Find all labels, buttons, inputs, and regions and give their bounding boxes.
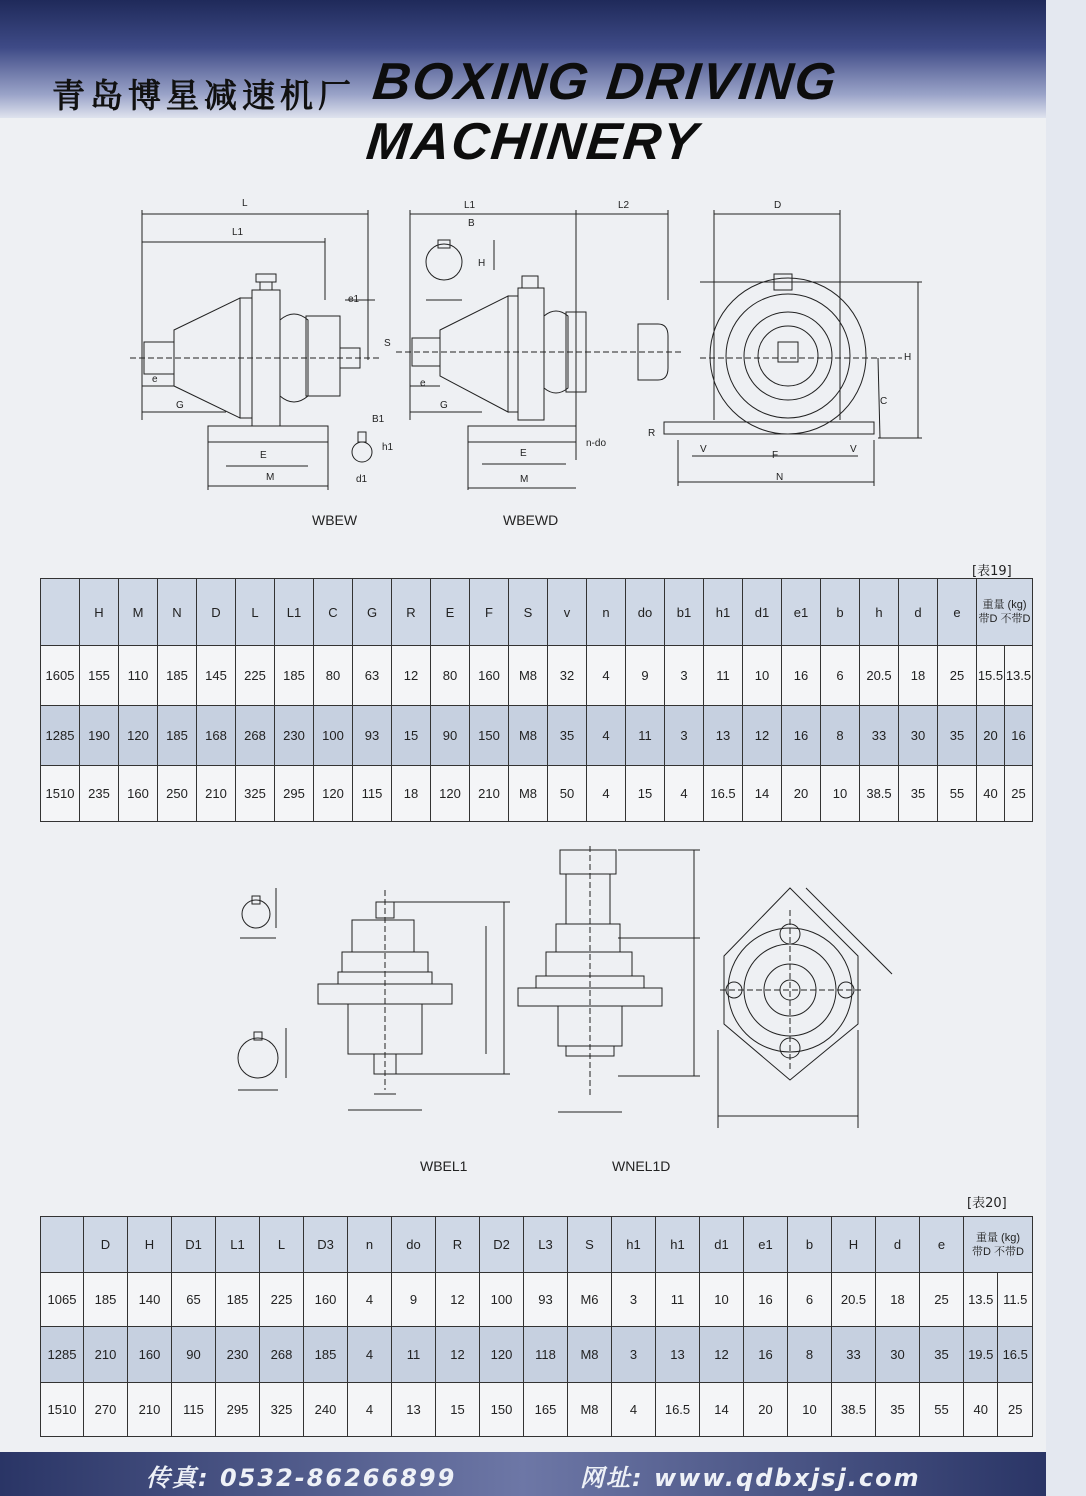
value-cell: 185 xyxy=(158,706,197,766)
value-cell: 33 xyxy=(860,706,899,766)
value-cell: 230 xyxy=(216,1327,260,1383)
weight-with-motor: 20 xyxy=(977,706,1005,766)
value-cell: 16 xyxy=(744,1273,788,1327)
value-cell: 13 xyxy=(704,706,743,766)
header-cell: C xyxy=(314,579,353,646)
drawing-flange-view xyxy=(716,880,906,1130)
value-cell: 35 xyxy=(920,1327,964,1383)
header-cell: e xyxy=(920,1217,964,1273)
dim-e-b: e xyxy=(420,378,426,389)
value-cell: 210 xyxy=(470,766,509,822)
value-cell: 110 xyxy=(119,646,158,706)
value-cell: 3 xyxy=(665,646,704,706)
dim-H-end: H xyxy=(904,352,912,363)
value-cell: 4 xyxy=(348,1383,392,1437)
table-row xyxy=(41,706,1033,766)
weight-header-bottom: 带D 不带D xyxy=(972,1245,1024,1258)
weight-without-motor: 11.5 xyxy=(998,1273,1033,1327)
value-cell: 160 xyxy=(119,766,158,822)
header-banner xyxy=(0,0,1046,171)
value-cell: 4 xyxy=(587,766,626,822)
value-cell: 210 xyxy=(128,1383,172,1437)
dim-E-b: E xyxy=(520,448,527,459)
value-cell: 55 xyxy=(920,1383,964,1437)
value-cell: 20.5 xyxy=(860,646,899,706)
dim-L1: L1 xyxy=(232,227,244,238)
value-cell: 14 xyxy=(743,766,782,822)
value-cell: 160 xyxy=(128,1327,172,1383)
header-cell: D3 xyxy=(304,1217,348,1273)
header-cell: R xyxy=(436,1217,480,1273)
value-cell: 11 xyxy=(704,646,743,706)
dim-M-b: M xyxy=(520,474,529,485)
dim-M: M xyxy=(266,472,275,483)
weight-without-motor: 16 xyxy=(1004,706,1032,766)
weight-header-bottom: 带D 不带D xyxy=(978,613,1031,625)
value-cell: 18 xyxy=(876,1273,920,1327)
header-cell: D xyxy=(84,1217,128,1273)
table19 xyxy=(40,578,1033,822)
value-cell: 14 xyxy=(700,1383,744,1437)
value-cell: 25 xyxy=(920,1273,964,1327)
drawing-wbel1 xyxy=(290,890,520,1130)
value-cell: 225 xyxy=(260,1273,304,1327)
header-cell: L1 xyxy=(275,579,314,646)
value-cell: 12 xyxy=(436,1273,480,1327)
header-cell: H xyxy=(832,1217,876,1273)
model-cell: 1605 xyxy=(41,646,80,706)
value-cell: 160 xyxy=(470,646,509,706)
footer-bar xyxy=(0,1452,1046,1496)
model-cell: 1285 xyxy=(41,706,80,766)
model-cell: 1065 xyxy=(41,1273,84,1327)
value-cell: 35 xyxy=(548,706,587,766)
header-cell: d xyxy=(876,1217,920,1273)
header-cell: D1 xyxy=(172,1217,216,1273)
value-cell: 30 xyxy=(876,1327,920,1383)
value-cell: 16 xyxy=(782,706,821,766)
value-cell: 10 xyxy=(821,766,860,822)
value-cell: 9 xyxy=(626,646,665,706)
dim-h1: h1 xyxy=(382,442,394,453)
drawing-end-view xyxy=(640,190,940,500)
weight-header xyxy=(964,1217,1033,1273)
header-cell: do xyxy=(626,579,665,646)
header-cell: L3 xyxy=(524,1217,568,1273)
value-cell: 185 xyxy=(275,646,314,706)
company-name-cn: 青岛博星减速机厂 xyxy=(52,76,356,115)
value-cell: 18 xyxy=(392,766,431,822)
value-cell: 20 xyxy=(744,1383,788,1437)
value-cell: 63 xyxy=(353,646,392,706)
value-cell: 80 xyxy=(431,646,470,706)
value-cell: 185 xyxy=(216,1273,260,1327)
value-cell: 270 xyxy=(84,1383,128,1437)
weight-without-motor: 13.5 xyxy=(1004,646,1032,706)
header-cell: G xyxy=(353,579,392,646)
header-cell: b xyxy=(788,1217,832,1273)
header-cell: F xyxy=(470,579,509,646)
value-cell: 160 xyxy=(304,1273,348,1327)
header-cell: e1 xyxy=(744,1217,788,1273)
value-cell: 12 xyxy=(700,1327,744,1383)
dim-e1: e1 xyxy=(348,294,360,305)
header-cell: v xyxy=(548,579,587,646)
value-cell: 16.5 xyxy=(704,766,743,822)
weight-with-motor: 40 xyxy=(964,1383,998,1437)
table19-model-header xyxy=(41,579,80,646)
dim-V-right: V xyxy=(850,444,857,455)
value-cell: 11 xyxy=(392,1327,436,1383)
header-cell: do xyxy=(392,1217,436,1273)
value-cell: 55 xyxy=(938,766,977,822)
value-cell: 8 xyxy=(821,706,860,766)
header-cell: h1 xyxy=(612,1217,656,1273)
dim-D-top: D xyxy=(774,200,782,211)
value-cell: 13 xyxy=(656,1327,700,1383)
drawing-wnel1d xyxy=(500,846,710,1126)
header-cell: S xyxy=(568,1217,612,1273)
value-cell: 3 xyxy=(665,706,704,766)
value-cell: M8 xyxy=(509,646,548,706)
dim-n-do: n-do xyxy=(586,438,607,449)
weight-without-motor: 25 xyxy=(998,1383,1033,1437)
value-cell: 25 xyxy=(938,646,977,706)
weight-header-top: 重量 (kg) xyxy=(982,599,1027,611)
header-cell: b xyxy=(821,579,860,646)
value-cell: 30 xyxy=(899,706,938,766)
header-cell: H xyxy=(128,1217,172,1273)
value-cell: 120 xyxy=(431,766,470,822)
footer-website: 网址: www.qdbxjsj.com xyxy=(580,1464,921,1492)
weight-header xyxy=(977,579,1033,646)
value-cell: 168 xyxy=(197,706,236,766)
value-cell: 32 xyxy=(548,646,587,706)
weight-with-motor: 19.5 xyxy=(964,1327,998,1383)
value-cell: 15 xyxy=(436,1383,480,1437)
value-cell: 268 xyxy=(236,706,275,766)
drawing-wbel1-keys xyxy=(226,868,296,1098)
header-cell: h xyxy=(860,579,899,646)
value-cell: 325 xyxy=(236,766,275,822)
value-cell: 140 xyxy=(128,1273,172,1327)
value-cell: 15 xyxy=(626,766,665,822)
value-cell: 4 xyxy=(665,766,704,822)
header-cell: b1 xyxy=(665,579,704,646)
dim-N: N xyxy=(776,472,784,483)
table20 xyxy=(40,1216,1033,1437)
dim-G: G xyxy=(176,400,184,411)
value-cell: 235 xyxy=(80,766,119,822)
value-cell: 155 xyxy=(80,646,119,706)
value-cell: 165 xyxy=(524,1383,568,1437)
value-cell: 6 xyxy=(788,1273,832,1327)
value-cell: M8 xyxy=(568,1327,612,1383)
dim-C: C xyxy=(880,396,888,407)
value-cell: 93 xyxy=(353,706,392,766)
header-cell: e xyxy=(938,579,977,646)
value-cell: 225 xyxy=(236,646,275,706)
table19-tag: [表19] xyxy=(972,564,1012,579)
value-cell: 16 xyxy=(744,1327,788,1383)
value-cell: 90 xyxy=(172,1327,216,1383)
caption-wbel1: WBEL1 xyxy=(420,1158,468,1174)
header-cell: d1 xyxy=(743,579,782,646)
value-cell: 35 xyxy=(876,1383,920,1437)
table-row xyxy=(41,646,1033,706)
value-cell: 4 xyxy=(612,1383,656,1437)
value-cell: 100 xyxy=(314,706,353,766)
value-cell: 90 xyxy=(431,706,470,766)
model-cell: 1510 xyxy=(41,1383,84,1437)
weight-header-top: 重量 (kg) xyxy=(976,1231,1020,1244)
weight-without-motor: 16.5 xyxy=(998,1327,1033,1383)
dim-F: F xyxy=(772,450,779,461)
value-cell: 12 xyxy=(743,706,782,766)
dim-H-key: H xyxy=(478,258,486,269)
table19-header-row xyxy=(41,579,1033,646)
value-cell: 35 xyxy=(899,766,938,822)
header-cell: M xyxy=(119,579,158,646)
dim-L1-b: L1 xyxy=(464,200,476,211)
caption-wbew: WBEW xyxy=(312,512,358,528)
right-margin-strip xyxy=(1046,0,1086,1496)
dim-V-left: V xyxy=(700,444,707,455)
table-row xyxy=(41,1383,1033,1437)
header-cell: N xyxy=(158,579,197,646)
header-cell: L xyxy=(260,1217,304,1273)
value-cell: 16.5 xyxy=(656,1383,700,1437)
dim-G-b: G xyxy=(440,400,448,411)
dim-e: e xyxy=(152,374,158,385)
header-cell: h1 xyxy=(656,1217,700,1273)
header-cell: L1 xyxy=(216,1217,260,1273)
model-cell: 1510 xyxy=(41,766,80,822)
value-cell: 16 xyxy=(782,646,821,706)
value-cell: M8 xyxy=(509,766,548,822)
header-cell: d xyxy=(899,579,938,646)
model-cell: 1285 xyxy=(41,1327,84,1383)
table-row xyxy=(41,766,1033,822)
value-cell: 118 xyxy=(524,1327,568,1383)
value-cell: 80 xyxy=(314,646,353,706)
value-cell: 120 xyxy=(314,766,353,822)
header-cell: n xyxy=(348,1217,392,1273)
value-cell: 150 xyxy=(480,1383,524,1437)
value-cell: 210 xyxy=(84,1327,128,1383)
value-cell: 120 xyxy=(119,706,158,766)
value-cell: 4 xyxy=(587,706,626,766)
caption-wbewd: WBEWD xyxy=(503,512,559,528)
value-cell: 250 xyxy=(158,766,197,822)
value-cell: 4 xyxy=(348,1273,392,1327)
value-cell: 18 xyxy=(899,646,938,706)
value-cell: M6 xyxy=(568,1273,612,1327)
table20-tag: [表20] xyxy=(967,1196,1007,1211)
value-cell: 9 xyxy=(392,1273,436,1327)
caption-wnel1d: WNEL1D xyxy=(612,1158,671,1174)
dim-E: E xyxy=(260,450,267,461)
weight-with-motor: 13.5 xyxy=(964,1273,998,1327)
header-cell: e1 xyxy=(782,579,821,646)
weight-without-motor: 25 xyxy=(1004,766,1032,822)
company-name-en: BOXING DRIVING MACHINERY xyxy=(363,53,841,171)
value-cell: 50 xyxy=(548,766,587,822)
header-cell: E xyxy=(431,579,470,646)
value-cell: 185 xyxy=(304,1327,348,1383)
dim-S: S xyxy=(384,338,391,349)
header-cell: D xyxy=(197,579,236,646)
value-cell: 190 xyxy=(80,706,119,766)
value-cell: 295 xyxy=(216,1383,260,1437)
value-cell: 150 xyxy=(470,706,509,766)
table-row xyxy=(41,1327,1033,1383)
value-cell: 3 xyxy=(612,1327,656,1383)
value-cell: 230 xyxy=(275,706,314,766)
header-cell: H xyxy=(80,579,119,646)
value-cell: 115 xyxy=(353,766,392,822)
value-cell: 11 xyxy=(656,1273,700,1327)
header-cell: S xyxy=(509,579,548,646)
value-cell: 13 xyxy=(392,1383,436,1437)
value-cell: 6 xyxy=(821,646,860,706)
dim-L2: L2 xyxy=(618,200,630,211)
value-cell: 185 xyxy=(84,1273,128,1327)
dim-d1: d1 xyxy=(356,474,368,485)
table20-model-header xyxy=(41,1217,84,1273)
header-cell: n xyxy=(587,579,626,646)
value-cell: 100 xyxy=(480,1273,524,1327)
value-cell: 20.5 xyxy=(832,1273,876,1327)
value-cell: 11 xyxy=(626,706,665,766)
value-cell: 15 xyxy=(392,706,431,766)
weight-with-motor: 15.5 xyxy=(977,646,1005,706)
dim-R: R xyxy=(648,428,656,439)
header-cell: h1 xyxy=(704,579,743,646)
value-cell: 33 xyxy=(832,1327,876,1383)
value-cell: 8 xyxy=(788,1327,832,1383)
value-cell: 65 xyxy=(172,1273,216,1327)
weight-with-motor: 40 xyxy=(977,766,1005,822)
value-cell: M8 xyxy=(568,1383,612,1437)
drawing-wbew xyxy=(130,190,394,500)
value-cell: M8 xyxy=(509,706,548,766)
value-cell: 38.5 xyxy=(860,766,899,822)
value-cell: 10 xyxy=(788,1383,832,1437)
dim-B1: B1 xyxy=(372,414,385,425)
value-cell: 3 xyxy=(612,1273,656,1327)
value-cell: 115 xyxy=(172,1383,216,1437)
value-cell: 268 xyxy=(260,1327,304,1383)
value-cell: 12 xyxy=(392,646,431,706)
value-cell: 38.5 xyxy=(832,1383,876,1437)
value-cell: 4 xyxy=(348,1327,392,1383)
header-cell: L xyxy=(236,579,275,646)
header-cell: d1 xyxy=(700,1217,744,1273)
value-cell: 145 xyxy=(197,646,236,706)
value-cell: 93 xyxy=(524,1273,568,1327)
footer-fax: 传真: 0532-86266899 xyxy=(146,1464,457,1492)
value-cell: 20 xyxy=(782,766,821,822)
dim-L: L xyxy=(242,198,248,209)
table20-header-row xyxy=(41,1217,1033,1273)
value-cell: 295 xyxy=(275,766,314,822)
value-cell: 325 xyxy=(260,1383,304,1437)
dim-B: B xyxy=(468,218,475,229)
header-cell: R xyxy=(392,579,431,646)
value-cell: 210 xyxy=(197,766,236,822)
value-cell: 12 xyxy=(436,1327,480,1383)
value-cell: 240 xyxy=(304,1383,348,1437)
value-cell: 10 xyxy=(743,646,782,706)
value-cell: 10 xyxy=(700,1273,744,1327)
value-cell: 4 xyxy=(587,646,626,706)
value-cell: 120 xyxy=(480,1327,524,1383)
value-cell: 185 xyxy=(158,646,197,706)
header-cell: D2 xyxy=(480,1217,524,1273)
table-row xyxy=(41,1273,1033,1327)
value-cell: 35 xyxy=(938,706,977,766)
